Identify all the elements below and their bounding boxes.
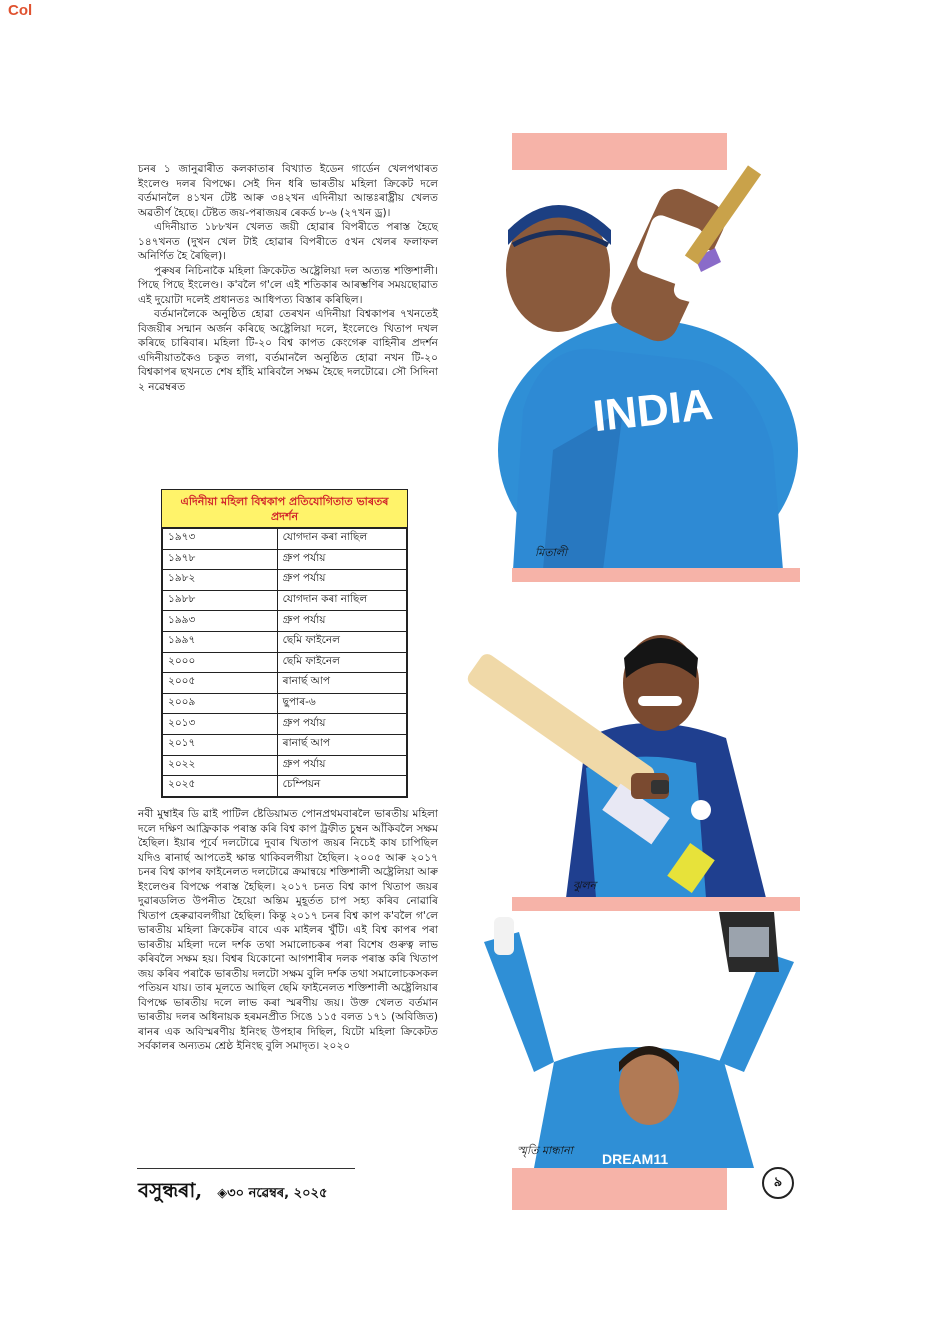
- table-cell-result: যোগদান কৰা নাছিল: [277, 529, 406, 550]
- table-row: [163, 570, 407, 591]
- table-cell-year: ২০১৭: [163, 734, 278, 755]
- table-cell-result: ছেমি ফাইনেল: [277, 652, 406, 673]
- table-row: [163, 693, 407, 714]
- jhulan-photo: [446, 588, 800, 898]
- table-cell-result: গ্ৰুপ পৰ্যায়: [277, 714, 406, 735]
- footer: [138, 1176, 327, 1209]
- mithali-caption: মিতালী: [535, 546, 568, 559]
- table-row: [163, 529, 407, 550]
- table-row: [163, 611, 407, 632]
- jhulan-caption: ঝুলন: [573, 879, 597, 892]
- table-row: [163, 734, 407, 755]
- article-paragraph: বৰ্তমানলৈকে অনুষ্ঠিত হোৱা তেৰখন এদিনীয়া বিশ্বকাপৰ ৭খনতেই বিজয়ীৰ সন্মান অৰ্জন কৰিছে অষ্ট্ৰেলিয়া দলে, ইংলেণ্ডে খিতাপ দখল কৰিছে চাৰিবাৰ। মহিলা টি-২০ বিশ্ব কাপত কেংগেৰু বাহিনীৰ প্ৰদৰ্শন এদিনীয়াতকৈও চকুত লগা, বৰ্তমানলৈ অনুষ্ঠিত হোৱা নখন টি-২০ বিশ্বকাপৰ ছখনতে শেষ হাঁহি মাৰিবলৈ সক্ষম হৈছে দলটোৱে। সৌ সিদিনা ২ নৱেম্বৰত: [138, 308, 438, 393]
- jersey-text: INDIA: [590, 379, 716, 442]
- smriti-photo: [474, 912, 800, 1168]
- table-row: [163, 673, 407, 694]
- table-cell-result: গ্ৰুপ পৰ্যায়: [277, 611, 406, 632]
- page-number: ৯: [762, 1167, 794, 1199]
- magazine-name: বসুন্ধৰা,: [138, 1178, 203, 1202]
- article-paragraph: চনৰ ১ জানুৱাৰীত কলকাতাৰ বিখ্যাত ইডেন গাৰ্ডেন খেলপথাৰত ইংলেণ্ড দলৰ বিপক্ষে। সেই দিন ধৰি ভাৰতীয় মহিলা ক্ৰিকেট দলে বৰ্তমানলৈ ৪১খন টেষ্ট আৰু ৩৪২খন এদিনীয়া আন্তঃৰাষ্ট্ৰীয় খেলত অৱতীৰ্ণ হৈছে। টেষ্টত জয়-পৰাজয়ৰ ৰেকৰ্ড ৮-৬ (২৭খন ড্ৰ)।: [138, 163, 438, 219]
- pink-divider-1: [512, 568, 800, 582]
- table-cell-result: ছেমি ফাইনেল: [277, 631, 406, 652]
- table-cell-result: ৰানাৰ্ছ আপ: [277, 734, 406, 755]
- table-body: [163, 529, 407, 797]
- table-cell-year: ১৯৮৮: [163, 590, 278, 611]
- table-row: [163, 652, 407, 673]
- table-cell-result: ৰানাৰ্ছ আপ: [277, 673, 406, 694]
- issue-date: ◈৩০ নৱেম্বৰ, ২০২৫: [217, 1186, 328, 1201]
- jersey-text: DREAM11: [602, 1151, 669, 1167]
- table-row: [163, 549, 407, 570]
- pink-divider-2: [512, 897, 800, 911]
- table-row: [163, 590, 407, 611]
- smriti-caption: স্মৃতি মান্ধানা: [517, 1144, 573, 1157]
- table-cell-year: ২০১৩: [163, 714, 278, 735]
- table-cell-year: ২০২৫: [163, 776, 278, 797]
- article-column-top: [138, 162, 438, 394]
- corner-mark: Col: [8, 2, 33, 19]
- table-cell-result: ছুপাৰ-৬: [277, 693, 406, 714]
- table-row: [163, 631, 407, 652]
- jhulan-illustration: [446, 588, 800, 898]
- article-paragraph: পুৰুষৰ নিচিনাকৈ মহিলা ক্ৰিকেটত অষ্ট্ৰেলিয়া দল অত্যন্ত শক্তিশালী। পিছে পিছে ইংলেণ্ড। ক'বলৈ গ'লে এই শতিকাৰ আৰম্ভণিৰ সময়ছোৱাত এই দুয়োটা দলেই প্ৰধানতঃ আধিপত্য বিস্তাৰ কৰিছিল।: [138, 264, 438, 306]
- pink-footer-bar: [512, 1168, 727, 1210]
- world-cup-performance-table: [161, 489, 408, 798]
- table-cell-result: গ্ৰুপ পৰ্যায়: [277, 549, 406, 570]
- table-cell-year: ২০০৫: [163, 673, 278, 694]
- table-cell-year: ১৯৯৩: [163, 611, 278, 632]
- mithali-photo: [483, 150, 798, 570]
- table-cell-year: ২০২২: [163, 755, 278, 776]
- table-row: [163, 776, 407, 797]
- table-row: [163, 714, 407, 735]
- table-row: [163, 755, 407, 776]
- article-paragraph: এদিনীয়াত ১৮৮খন খেলত জয়ী হোৱাৰ বিপৰীতে পৰাস্ত হৈছে ১৪৭খনত (দুখন খেল টাই হোৱাৰ বিপৰীতে ৫খন খেলৰ ফলাফল অনিৰ্ণিত হৈ ৰৈছিল)।: [138, 221, 438, 262]
- table-cell-result: যোগদান কৰা নাছিল: [277, 590, 406, 611]
- footer-rule: [137, 1168, 355, 1169]
- table-cell-year: ১৯৭৩: [163, 529, 278, 550]
- table-cell-result: গ্ৰুপ পৰ্যায়: [277, 755, 406, 776]
- article-column-bottom: [138, 807, 438, 1054]
- article-paragraph: নবী মুম্বাইৰ ডি ৱাই পাটিল ষ্টেডিয়ামত পোনপ্ৰথমবাৰলৈ ভাৰতীয় মহিলা দলে দক্ষিণ আফ্ৰিকাক পৰাস্ত কৰি বিশ্ব কাপ ট্ৰফীত চুম্বন আঁকিবলৈ সক্ষম হৈছিল। ইয়াৰ পূৰ্বে দলটোৱে দুবাৰ খিতাপ জয়ৰ নিচেই কাষ চাপিছিল যদিও ৰানাৰ্ছ আপতেই ক্ষান্ত থাকিবলগীয়া হৈছিল। ২০০৫ আৰু ২০১৭ চনৰ বিশ্ব কাপৰ ফাইনেলত দলটোৱে ক্ৰমান্বয়ে শক্তিশালী অষ্ট্ৰেলিয়া আৰু ইংলেণ্ডৰ বিপক্ষে পৰাস্ত হৈছিল। ২০১৭ চনত বিশ্ব কাপ খিতাপ জয়ৰ দুৱাৰডলিত উপনীত হৈয়ো অন্তিম মুহূৰ্তত চাপ সহ্য কৰিব নোৱাৰি খিতাপ হেৰুৱাবলগীয়া হৈছিল। কিন্তু ২০১৭ চনৰ বিশ্ব কাপ ক'বলৈ গ'লে ভাৰতীয় মহিলা ক্ৰিকেটৰ বাবে এক মাইলৰ খুঁটি। এই বিশ্ব কাপৰ পৰা ভাৰতীয় মহিলা দলে দৰ্শক তথা সমালোচকৰ পৰা বিশেষ গুৰুত্ব লাভ কৰিবলৈ সক্ষম হয়। বিশ্বৰ যিকোনো আগশাৰীৰ দলক পৰাস্ত কৰি খিতাপ জয় কৰিব পৰাকৈ ভাৰতীয় দলটো সক্ষম বুলি দৰ্শক তথা সমালোচকসকল পতিয়ন যায়। তাৰ মূলতে আছিল ছেমি ফাইনেলত শক্তিশালী অষ্ট্ৰেলিয়াৰ বিপক্ষে ভাৰতীয় দলে লাভ কৰা স্মৰণীয় জয়। উক্ত খেলত বৰ্তমান ভাৰতীয় দলৰ অধিনায়ক হৰমনপ্ৰীত সিঙে ১১৫ বলত ১৭১ (অবিজিত) ৰানৰ এক অবিস্মৰণীয় ইনিংছ উপহাৰ দিছিল, যিটো মহিলা ক্ৰিকেটত সৰ্বকালৰ অন্যতম শ্ৰেষ্ঠ ইনিংছ বুলি সমাদৃত। ২০২০: [138, 808, 438, 1052]
- table-cell-result: চেম্পিয়ন: [277, 776, 406, 797]
- mithali-illustration: [483, 150, 798, 570]
- table-cell-result: গ্ৰুপ পৰ্যায়: [277, 570, 406, 591]
- table-cell-year: ২০০০: [163, 652, 278, 673]
- table-cell-year: ২০০৯: [163, 693, 278, 714]
- table-title: এদিনীয়া মহিলা বিশ্বকাপ প্ৰতিযোগিতাত ভাৰতৰ প্ৰদৰ্শন: [162, 490, 407, 528]
- table-cell-year: ১৯৮২: [163, 570, 278, 591]
- table-cell-year: ১৯৯৭: [163, 631, 278, 652]
- table-cell-year: ১৯৭৮: [163, 549, 278, 570]
- smriti-illustration: [474, 912, 800, 1168]
